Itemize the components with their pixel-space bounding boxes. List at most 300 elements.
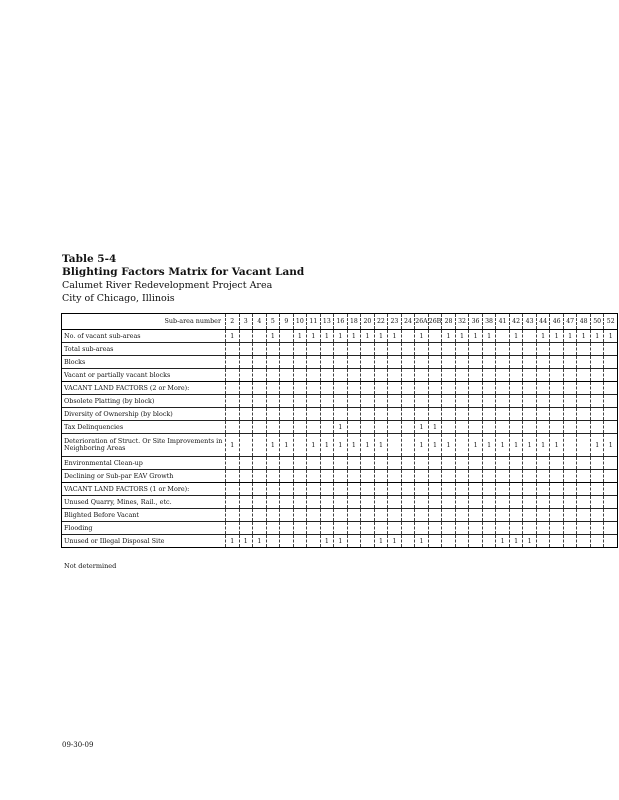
matrix-cell <box>536 509 550 522</box>
table-row <box>62 470 618 483</box>
column-header: 48 <box>577 314 591 330</box>
matrix-cell <box>280 522 294 535</box>
matrix-cell <box>307 509 321 522</box>
matrix-cell <box>266 457 280 470</box>
matrix-cell <box>226 509 240 522</box>
matrix-cell <box>563 356 577 369</box>
matrix-cell <box>307 369 321 382</box>
matrix-cell <box>253 457 267 470</box>
footnote: Not determined <box>64 562 117 570</box>
matrix-cell <box>590 483 604 496</box>
matrix-cell <box>307 382 321 395</box>
matrix-cell <box>482 457 496 470</box>
matrix-cell <box>293 496 307 509</box>
matrix-cell <box>428 509 442 522</box>
matrix-cell <box>482 343 496 356</box>
matrix-cell: 1 <box>428 434 442 457</box>
matrix-cell <box>536 470 550 483</box>
matrix-cell <box>563 408 577 421</box>
matrix-cell <box>320 395 334 408</box>
matrix-cell <box>604 343 618 356</box>
table-title: Blighting Factors Matrix for Vacant Land <box>62 266 305 278</box>
matrix-cell <box>509 496 523 509</box>
matrix-cell <box>428 522 442 535</box>
matrix-cell <box>226 408 240 421</box>
column-header: 22 <box>374 314 388 330</box>
matrix-cell <box>307 483 321 496</box>
matrix-cell <box>334 382 348 395</box>
matrix-cell <box>226 382 240 395</box>
matrix-cell <box>442 421 456 434</box>
matrix-cell <box>266 408 280 421</box>
city-name: City of Chicago, Illinois <box>62 293 175 304</box>
matrix-cell: 1 <box>577 330 591 343</box>
matrix-cell <box>523 509 537 522</box>
matrix-cell <box>374 509 388 522</box>
matrix-cell <box>388 483 402 496</box>
matrix-cell <box>307 522 321 535</box>
matrix-cell: 1 <box>442 330 456 343</box>
matrix-cell <box>239 421 253 434</box>
matrix-cell <box>482 522 496 535</box>
matrix-cell <box>415 395 429 408</box>
matrix-cell <box>590 343 604 356</box>
matrix-cell <box>509 457 523 470</box>
matrix-cell <box>374 457 388 470</box>
matrix-cell <box>307 395 321 408</box>
matrix-cell: 1 <box>415 434 429 457</box>
matrix-cell <box>320 496 334 509</box>
matrix-cell <box>590 535 604 548</box>
matrix-cell <box>401 369 415 382</box>
table-row <box>62 421 618 434</box>
matrix-cell <box>577 522 591 535</box>
column-header: 28 <box>442 314 456 330</box>
matrix-cell <box>496 408 510 421</box>
matrix-cell <box>334 496 348 509</box>
table-row <box>62 535 618 548</box>
matrix-cell <box>293 457 307 470</box>
matrix-cell <box>428 356 442 369</box>
matrix-cell <box>482 395 496 408</box>
matrix-cell <box>415 522 429 535</box>
matrix-cell <box>361 483 375 496</box>
table-row <box>62 369 618 382</box>
matrix-cell <box>266 343 280 356</box>
matrix-cell <box>590 470 604 483</box>
matrix-cell <box>455 343 469 356</box>
row-label: Blocks <box>62 356 226 369</box>
matrix-cell <box>361 382 375 395</box>
matrix-cell <box>388 470 402 483</box>
matrix-cell: 1 <box>509 535 523 548</box>
matrix-cell <box>536 421 550 434</box>
matrix-cell <box>253 330 267 343</box>
matrix-cell <box>347 535 361 548</box>
matrix-cell <box>401 509 415 522</box>
matrix-cell <box>401 395 415 408</box>
matrix-cell <box>401 382 415 395</box>
matrix-cell: 1 <box>226 535 240 548</box>
matrix-cell <box>482 509 496 522</box>
matrix-cell <box>320 522 334 535</box>
matrix-cell <box>442 457 456 470</box>
row-label: Diversity of Ownership (by block) <box>62 408 226 421</box>
matrix-cell: 1 <box>550 434 564 457</box>
matrix-cell <box>550 395 564 408</box>
matrix-cell <box>604 457 618 470</box>
matrix-cell <box>320 356 334 369</box>
matrix-cell <box>280 408 294 421</box>
matrix-cell <box>266 382 280 395</box>
matrix-cell <box>361 395 375 408</box>
matrix-cell <box>604 535 618 548</box>
matrix-cell: 1 <box>334 421 348 434</box>
column-header: 23 <box>388 314 402 330</box>
matrix-cell <box>550 421 564 434</box>
column-header: 10 <box>293 314 307 330</box>
matrix-cell <box>590 408 604 421</box>
matrix-cell: 1 <box>536 330 550 343</box>
matrix-cell <box>347 421 361 434</box>
matrix-cell: 1 <box>361 330 375 343</box>
matrix-cell <box>280 509 294 522</box>
matrix-cell: 1 <box>482 330 496 343</box>
matrix-cell: 1 <box>536 434 550 457</box>
matrix-cell <box>523 356 537 369</box>
matrix-cell <box>509 369 523 382</box>
matrix-cell <box>388 408 402 421</box>
matrix-cell <box>577 496 591 509</box>
matrix-cell <box>469 395 483 408</box>
table-row <box>62 343 618 356</box>
matrix-cell: 1 <box>307 434 321 457</box>
matrix-cell <box>604 522 618 535</box>
row-label: VACANT LAND FACTORS (1 or More): <box>62 483 226 496</box>
matrix-cell <box>469 421 483 434</box>
matrix-cell <box>226 470 240 483</box>
matrix-cell <box>401 483 415 496</box>
matrix-cell <box>253 509 267 522</box>
matrix-cell <box>482 356 496 369</box>
matrix-cell <box>509 408 523 421</box>
matrix-cell <box>523 343 537 356</box>
matrix-cell <box>347 395 361 408</box>
matrix-cell <box>442 535 456 548</box>
column-header: 4 <box>253 314 267 330</box>
matrix-cell <box>577 434 591 457</box>
matrix-cell: 1 <box>334 434 348 457</box>
matrix-cell: 1 <box>226 330 240 343</box>
matrix-cell <box>239 343 253 356</box>
matrix-cell <box>415 343 429 356</box>
matrix-cell <box>536 356 550 369</box>
matrix-cell <box>266 483 280 496</box>
matrix-cell <box>604 483 618 496</box>
matrix-cell <box>239 395 253 408</box>
matrix-cell <box>320 457 334 470</box>
matrix-cell: 1 <box>415 330 429 343</box>
column-header: 18 <box>347 314 361 330</box>
matrix-cell <box>536 408 550 421</box>
matrix-cell <box>482 496 496 509</box>
matrix-cell <box>226 483 240 496</box>
matrix-cell <box>347 483 361 496</box>
matrix-cell <box>253 343 267 356</box>
matrix-cell <box>320 369 334 382</box>
matrix-cell <box>550 496 564 509</box>
matrix-cell <box>361 343 375 356</box>
matrix-cell: 1 <box>469 330 483 343</box>
matrix-cell <box>401 356 415 369</box>
matrix-cell <box>307 496 321 509</box>
matrix-cell <box>442 356 456 369</box>
matrix-cell <box>428 470 442 483</box>
matrix-cell <box>388 434 402 457</box>
matrix-cell <box>239 408 253 421</box>
matrix-cell <box>266 496 280 509</box>
row-label: Obsolete Platting (by block) <box>62 395 226 408</box>
matrix-cell <box>496 356 510 369</box>
matrix-cell <box>266 356 280 369</box>
matrix-cell <box>293 522 307 535</box>
matrix-cell <box>455 434 469 457</box>
matrix-cell <box>307 535 321 548</box>
header-label: Sub-area number <box>62 314 226 330</box>
column-header: 2 <box>226 314 240 330</box>
matrix-cell <box>442 369 456 382</box>
matrix-cell: 1 <box>563 330 577 343</box>
matrix-cell <box>442 382 456 395</box>
row-label: VACANT LAND FACTORS (2 or More): <box>62 382 226 395</box>
matrix-cell <box>415 382 429 395</box>
matrix-cell <box>604 509 618 522</box>
matrix-cell <box>293 343 307 356</box>
matrix-cell <box>374 408 388 421</box>
column-header: 16 <box>334 314 348 330</box>
matrix-cell <box>374 470 388 483</box>
row-label: Flooding <box>62 522 226 535</box>
matrix-cell <box>415 470 429 483</box>
matrix-cell: 1 <box>469 434 483 457</box>
matrix-cell <box>266 470 280 483</box>
matrix-cell <box>469 509 483 522</box>
matrix-cell <box>469 483 483 496</box>
matrix-cell <box>496 509 510 522</box>
matrix-cell: 1 <box>509 434 523 457</box>
matrix-cell <box>482 483 496 496</box>
matrix-cell <box>401 330 415 343</box>
matrix-cell <box>482 382 496 395</box>
matrix-cell <box>563 369 577 382</box>
matrix-cell <box>550 483 564 496</box>
column-header: 42 <box>509 314 523 330</box>
matrix-cell <box>496 496 510 509</box>
matrix-cell <box>293 369 307 382</box>
matrix-cell <box>455 535 469 548</box>
matrix-cell <box>266 535 280 548</box>
matrix-cell <box>334 369 348 382</box>
table-row <box>62 356 618 369</box>
page-date: 09-30-09 <box>62 741 94 749</box>
column-header: 3 <box>239 314 253 330</box>
matrix-cell <box>226 369 240 382</box>
matrix-cell <box>253 522 267 535</box>
matrix-cell <box>536 457 550 470</box>
matrix-cell <box>455 408 469 421</box>
matrix-cell <box>604 408 618 421</box>
matrix-cell <box>469 535 483 548</box>
column-header: 43 <box>523 314 537 330</box>
matrix-cell <box>334 395 348 408</box>
matrix-cell <box>401 496 415 509</box>
matrix-cell <box>428 496 442 509</box>
matrix-cell <box>320 483 334 496</box>
matrix-cell <box>496 421 510 434</box>
project-name: Calumet River Redevelopment Project Area <box>62 280 273 291</box>
column-header: 52 <box>604 314 618 330</box>
matrix-cell <box>563 470 577 483</box>
matrix-cell <box>442 408 456 421</box>
matrix-cell: 1 <box>266 434 280 457</box>
matrix-cell <box>415 483 429 496</box>
matrix-cell: 1 <box>496 535 510 548</box>
matrix-cell <box>361 470 375 483</box>
matrix-cell <box>455 509 469 522</box>
matrix-cell <box>563 434 577 457</box>
matrix-cell <box>550 509 564 522</box>
matrix-cell <box>523 483 537 496</box>
row-label: Blighted Before Vacant <box>62 509 226 522</box>
matrix-cell <box>361 496 375 509</box>
matrix-cell <box>536 369 550 382</box>
matrix-cell <box>442 522 456 535</box>
matrix-cell <box>401 408 415 421</box>
matrix-cell <box>523 522 537 535</box>
matrix-cell <box>239 356 253 369</box>
matrix-cell: 1 <box>307 330 321 343</box>
matrix-cell: 1 <box>604 330 618 343</box>
matrix-cell <box>590 522 604 535</box>
matrix-cell <box>415 408 429 421</box>
matrix-cell: 1 <box>347 330 361 343</box>
matrix-cell <box>590 496 604 509</box>
matrix-cell <box>361 408 375 421</box>
matrix-cell <box>266 509 280 522</box>
matrix-cell <box>469 369 483 382</box>
matrix-cell <box>496 382 510 395</box>
matrix-cell <box>226 421 240 434</box>
matrix-cell <box>536 343 550 356</box>
matrix-cell <box>577 535 591 548</box>
matrix-cell <box>388 496 402 509</box>
matrix-cell: 1 <box>320 535 334 548</box>
matrix-cell <box>253 408 267 421</box>
matrix-cell <box>266 421 280 434</box>
matrix-cell <box>509 356 523 369</box>
matrix-cell <box>388 356 402 369</box>
matrix-cell <box>293 434 307 457</box>
matrix-cell <box>334 470 348 483</box>
matrix-cell <box>347 382 361 395</box>
matrix-cell <box>334 457 348 470</box>
matrix-cell <box>239 330 253 343</box>
matrix-cell: 1 <box>388 535 402 548</box>
row-label: Vacant or partially vacant blocks <box>62 369 226 382</box>
matrix-cell: 1 <box>266 330 280 343</box>
matrix-cell <box>428 382 442 395</box>
matrix-cell <box>307 470 321 483</box>
matrix-cell <box>293 382 307 395</box>
row-label: Unused or Illegal Disposal Site <box>62 535 226 548</box>
matrix-cell: 1 <box>509 330 523 343</box>
matrix-cell <box>374 483 388 496</box>
matrix-cell <box>293 356 307 369</box>
matrix-cell <box>347 509 361 522</box>
matrix-cell <box>415 496 429 509</box>
matrix-cell <box>239 382 253 395</box>
matrix-cell <box>239 457 253 470</box>
matrix-cell: 1 <box>428 421 442 434</box>
matrix-cell <box>590 369 604 382</box>
matrix-cell <box>266 395 280 408</box>
matrix-cell <box>239 496 253 509</box>
matrix-cell <box>415 509 429 522</box>
matrix-cell <box>536 535 550 548</box>
column-header: 20 <box>361 314 375 330</box>
matrix-cell <box>509 483 523 496</box>
blighting-factors-matrix <box>61 313 618 548</box>
matrix-cell <box>253 369 267 382</box>
matrix-cell <box>469 382 483 395</box>
matrix-cell <box>563 483 577 496</box>
matrix-cell <box>253 483 267 496</box>
matrix-cell <box>604 395 618 408</box>
matrix-cell <box>361 457 375 470</box>
matrix-cell <box>428 343 442 356</box>
matrix-cell <box>428 408 442 421</box>
matrix-cell <box>442 343 456 356</box>
matrix-cell <box>334 483 348 496</box>
column-header: 32 <box>455 314 469 330</box>
matrix-cell <box>455 395 469 408</box>
matrix-cell <box>455 457 469 470</box>
matrix-cell <box>577 343 591 356</box>
matrix-cell <box>239 470 253 483</box>
matrix-cell <box>455 356 469 369</box>
matrix-cell <box>280 496 294 509</box>
matrix-cell <box>590 509 604 522</box>
matrix-cell <box>253 421 267 434</box>
matrix-cell: 1 <box>482 434 496 457</box>
matrix-cell: 1 <box>253 535 267 548</box>
matrix-cell <box>253 356 267 369</box>
matrix-cell <box>496 330 510 343</box>
matrix-cell: 1 <box>455 330 469 343</box>
matrix-cell <box>442 395 456 408</box>
matrix-cell <box>253 395 267 408</box>
table-row <box>62 496 618 509</box>
column-header: 50 <box>590 314 604 330</box>
matrix-cell <box>293 470 307 483</box>
table-row <box>62 395 618 408</box>
matrix-cell <box>536 496 550 509</box>
matrix-cell <box>307 356 321 369</box>
matrix-cell <box>347 408 361 421</box>
matrix-cell <box>280 343 294 356</box>
matrix-cell <box>428 483 442 496</box>
matrix-cell <box>226 496 240 509</box>
